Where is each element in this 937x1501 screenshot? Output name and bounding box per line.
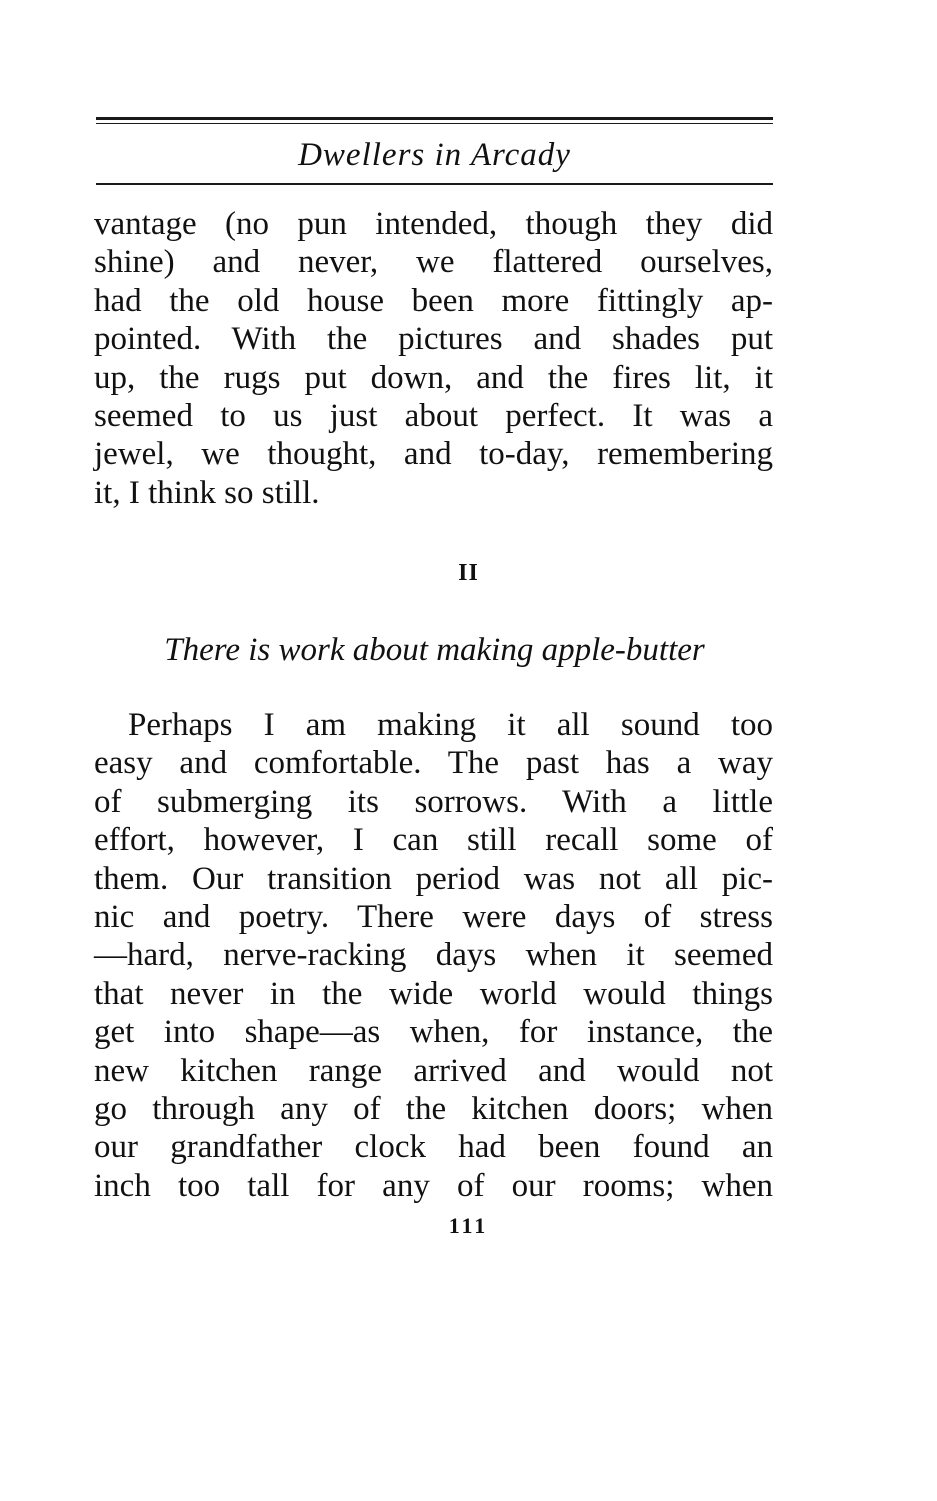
header-rule-top xyxy=(96,117,773,120)
paragraph-continued xyxy=(94,205,773,512)
text-line: pointed. With the pictures and shades put xyxy=(94,321,773,358)
text-line: inch too tall for any of our rooms; when xyxy=(94,1167,773,1204)
running-head: Dwellers in Arcady xyxy=(298,137,571,173)
text-line: of submerging its sorrows. With a little xyxy=(94,783,773,820)
text-line: go through any of the kitchen doors; when xyxy=(94,1091,773,1128)
text-line: Perhaps I am making it all sound too xyxy=(128,707,773,743)
text-line: —hard, nerve-racking days when it seemed xyxy=(94,937,773,974)
header-rule-top-thin xyxy=(96,123,773,124)
section-number: II xyxy=(458,560,479,586)
text-line: nic and poetry. There were days of stress xyxy=(94,899,773,936)
text-line: shine) and never, we flattered ourselves, xyxy=(94,244,773,281)
text-line: easy and comfortable. The past has a way xyxy=(94,745,773,782)
text-line: seemed to us just about perfect. It was a xyxy=(94,398,773,435)
text-line: them. Our transition period was not all pic- xyxy=(94,860,773,897)
header-rule-bottom xyxy=(96,183,773,185)
page-number: 111 xyxy=(448,1213,489,1238)
text-line: jewel, we thought, and to-day, remembering xyxy=(94,436,773,473)
text-line: new kitchen range arrived and would not xyxy=(94,1052,773,1089)
text-line: had the old house been more fittingly ap- xyxy=(94,282,773,319)
paragraph xyxy=(94,706,773,1205)
text-line: it, I think so still. xyxy=(94,474,320,511)
text-line: that never in the wide world would things xyxy=(94,975,773,1012)
text-line: vantage (no pun intended, though they did xyxy=(94,206,773,242)
text-line: effort, however, I can still recall some of xyxy=(94,822,773,859)
text-line: up, the rugs put down, and the fires lit, it xyxy=(94,359,773,396)
text-line: get into shape—as when, for instance, the xyxy=(94,1014,773,1051)
text-line: our grandfather clock had been found an xyxy=(94,1129,773,1166)
section-subtitle: There is work about making apple-butter xyxy=(164,632,705,668)
